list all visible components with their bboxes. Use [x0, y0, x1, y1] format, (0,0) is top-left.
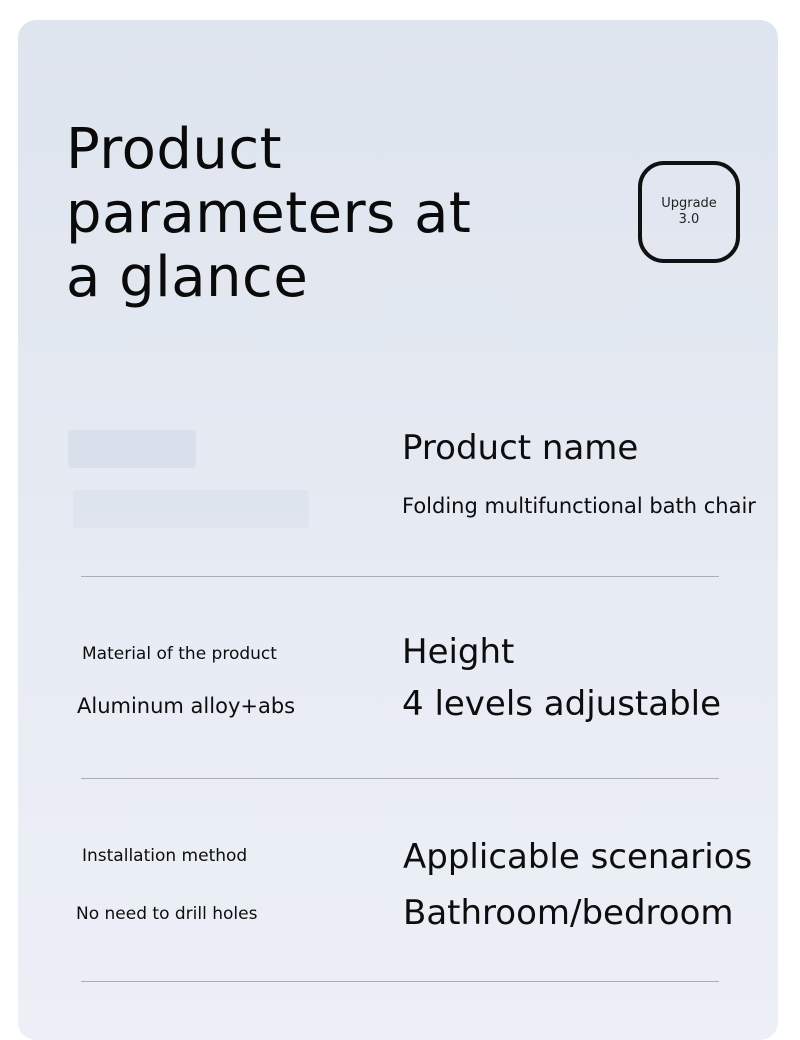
height-label: Height	[402, 632, 515, 672]
upgrade-badge	[638, 161, 740, 263]
scenarios-label: Applicable scenarios	[403, 837, 753, 877]
material-value: Aluminum alloy+abs	[77, 694, 296, 718]
installation-label: Installation method	[82, 846, 248, 866]
divider	[81, 576, 719, 577]
badge-version: 3.0	[678, 212, 700, 227]
installation-value: No need to drill holes	[76, 904, 258, 924]
height-value: 4 levels adjustable	[402, 684, 722, 724]
product-name-value: Folding multifunctional bath chair	[402, 494, 756, 518]
badge-label: Upgrade	[661, 196, 717, 211]
product-parameters-card	[18, 20, 778, 1040]
blurred-placeholder	[73, 490, 309, 528]
scenarios-value: Bathroom/bedroom	[403, 893, 734, 933]
page-title: Product parameters at a glance	[66, 117, 472, 310]
divider	[81, 778, 719, 779]
product-name-label: Product name	[402, 428, 639, 468]
material-label: Material of the product	[82, 644, 277, 664]
blurred-placeholder	[68, 430, 196, 468]
divider	[81, 981, 719, 982]
